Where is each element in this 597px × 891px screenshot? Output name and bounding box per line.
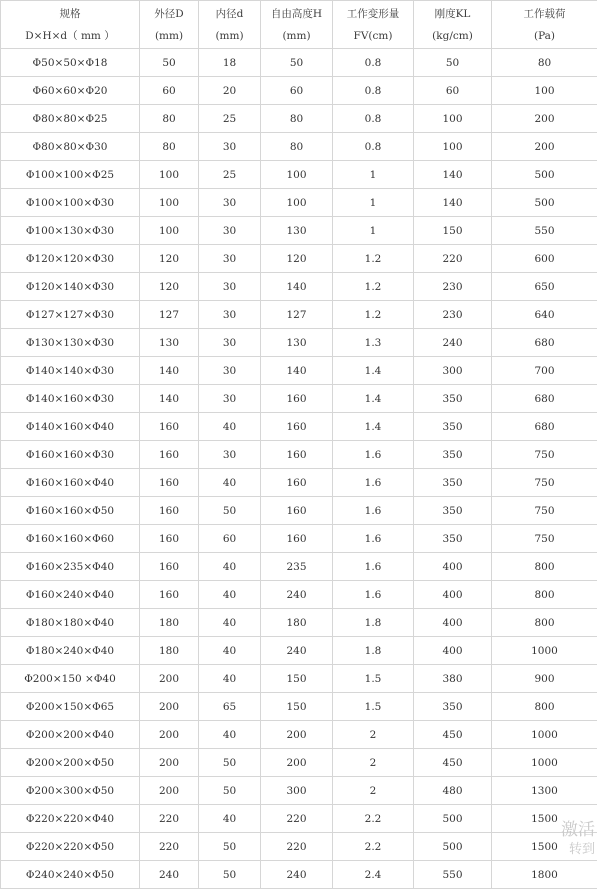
deformation-cell: 1.2 — [333, 245, 414, 273]
outer-diameter-cell: 180 — [140, 609, 199, 637]
outer-diameter-cell: 130 — [140, 329, 199, 357]
outer-diameter-cell: 100 — [140, 189, 199, 217]
outer-diameter-cell: 240 — [140, 861, 199, 889]
inner-diameter-cell: 40 — [199, 637, 261, 665]
outer-diameter-cell: 140 — [140, 357, 199, 385]
inner-diameter-cell: 40 — [199, 665, 261, 693]
table-row — [1, 693, 597, 721]
load-cell: 1000 — [492, 749, 597, 777]
stiffness-cell: 240 — [414, 329, 492, 357]
stiffness-cell: 480 — [414, 777, 492, 805]
table-row — [1, 385, 597, 413]
load-cell: 800 — [492, 581, 597, 609]
deformation-cell: 2 — [333, 749, 414, 777]
header-deformation: 工作变形量 FV(cm) — [333, 1, 414, 49]
table-row — [1, 525, 597, 553]
table-row — [1, 749, 597, 777]
header-outer-diameter: 外径D (mm) — [140, 1, 199, 49]
table-row — [1, 413, 597, 441]
spec-cell: Φ180×180×Φ40 — [1, 609, 140, 637]
table-row — [1, 133, 597, 161]
deformation-cell: 1.8 — [333, 609, 414, 637]
stiffness-cell: 450 — [414, 749, 492, 777]
spec-cell: Φ200×200×Φ50 — [1, 749, 140, 777]
inner-diameter-cell: 30 — [199, 329, 261, 357]
free-height-cell: 80 — [261, 133, 333, 161]
inner-diameter-cell: 40 — [199, 581, 261, 609]
outer-diameter-cell: 160 — [140, 413, 199, 441]
free-height-cell: 220 — [261, 833, 333, 861]
table-row — [1, 637, 597, 665]
load-cell: 800 — [492, 609, 597, 637]
load-cell: 1300 — [492, 777, 597, 805]
stiffness-cell: 500 — [414, 833, 492, 861]
free-height-cell: 50 — [261, 49, 333, 77]
load-cell: 750 — [492, 441, 597, 469]
free-height-cell: 160 — [261, 441, 333, 469]
header-free-height: 自由高度H (mm) — [261, 1, 333, 49]
table-row — [1, 665, 597, 693]
spec-cell: Φ160×235×Φ40 — [1, 553, 140, 581]
free-height-cell: 140 — [261, 273, 333, 301]
header-row — [1, 1, 597, 49]
inner-diameter-cell: 30 — [199, 441, 261, 469]
inner-diameter-cell: 25 — [199, 161, 261, 189]
free-height-cell: 160 — [261, 385, 333, 413]
inner-diameter-cell: 30 — [199, 273, 261, 301]
deformation-cell: 2.2 — [333, 833, 414, 861]
stiffness-cell: 350 — [414, 385, 492, 413]
deformation-cell: 1.5 — [333, 665, 414, 693]
stiffness-cell: 50 — [414, 49, 492, 77]
free-height-cell: 240 — [261, 581, 333, 609]
free-height-cell: 140 — [261, 357, 333, 385]
spec-cell: Φ140×140×Φ30 — [1, 357, 140, 385]
table-row — [1, 777, 597, 805]
load-cell: 100 — [492, 77, 597, 105]
load-cell: 800 — [492, 693, 597, 721]
spec-cell: Φ120×140×Φ30 — [1, 273, 140, 301]
spec-cell: Φ220×220×Φ40 — [1, 805, 140, 833]
inner-diameter-cell: 60 — [199, 525, 261, 553]
deformation-cell: 0.8 — [333, 133, 414, 161]
deformation-cell: 1 — [333, 189, 414, 217]
outer-diameter-cell: 200 — [140, 665, 199, 693]
free-height-cell: 300 — [261, 777, 333, 805]
stiffness-cell: 220 — [414, 245, 492, 273]
table-body — [1, 49, 597, 889]
stiffness-cell: 400 — [414, 553, 492, 581]
table-row — [1, 805, 597, 833]
table-row — [1, 469, 597, 497]
deformation-cell: 2.2 — [333, 805, 414, 833]
free-height-cell: 160 — [261, 469, 333, 497]
stiffness-cell: 400 — [414, 609, 492, 637]
free-height-cell: 160 — [261, 525, 333, 553]
table-row — [1, 357, 597, 385]
load-cell: 750 — [492, 525, 597, 553]
free-height-cell: 240 — [261, 637, 333, 665]
deformation-cell: 1.8 — [333, 637, 414, 665]
outer-diameter-cell: 180 — [140, 637, 199, 665]
deformation-cell: 1.2 — [333, 301, 414, 329]
table-row — [1, 441, 597, 469]
outer-diameter-cell: 200 — [140, 721, 199, 749]
load-cell: 500 — [492, 189, 597, 217]
free-height-cell: 240 — [261, 861, 333, 889]
inner-diameter-cell: 30 — [199, 133, 261, 161]
free-height-cell: 235 — [261, 553, 333, 581]
spec-cell: Φ200×150×Φ65 — [1, 693, 140, 721]
table-row — [1, 861, 597, 889]
stiffness-cell: 350 — [414, 693, 492, 721]
outer-diameter-cell: 160 — [140, 469, 199, 497]
spec-cell: Φ100×100×Φ25 — [1, 161, 140, 189]
load-cell: 200 — [492, 105, 597, 133]
inner-diameter-cell: 30 — [199, 357, 261, 385]
spec-cell: Φ200×300×Φ50 — [1, 777, 140, 805]
spec-cell: Φ120×120×Φ30 — [1, 245, 140, 273]
inner-diameter-cell: 40 — [199, 413, 261, 441]
load-cell: 680 — [492, 413, 597, 441]
free-height-cell: 200 — [261, 721, 333, 749]
table-row — [1, 273, 597, 301]
table-row — [1, 497, 597, 525]
table-row — [1, 553, 597, 581]
free-height-cell: 150 — [261, 693, 333, 721]
table-row — [1, 161, 597, 189]
spec-cell: Φ220×220×Φ50 — [1, 833, 140, 861]
stiffness-cell: 350 — [414, 413, 492, 441]
stiffness-cell: 350 — [414, 441, 492, 469]
outer-diameter-cell: 80 — [140, 105, 199, 133]
table-row — [1, 217, 597, 245]
inner-diameter-cell: 40 — [199, 609, 261, 637]
outer-diameter-cell: 100 — [140, 161, 199, 189]
table-row — [1, 77, 597, 105]
outer-diameter-cell: 220 — [140, 833, 199, 861]
spec-cell: Φ100×100×Φ30 — [1, 189, 140, 217]
header-stiffness: 刚度KL (kg/cm) — [414, 1, 492, 49]
outer-diameter-cell: 200 — [140, 777, 199, 805]
outer-diameter-cell: 200 — [140, 749, 199, 777]
stiffness-cell: 140 — [414, 189, 492, 217]
free-height-cell: 80 — [261, 105, 333, 133]
outer-diameter-cell: 127 — [140, 301, 199, 329]
spec-cell: Φ160×160×Φ60 — [1, 525, 140, 553]
spec-cell: Φ200×150 ×Φ40 — [1, 665, 140, 693]
inner-diameter-cell: 50 — [199, 749, 261, 777]
inner-diameter-cell: 40 — [199, 721, 261, 749]
spec-cell: Φ127×127×Φ30 — [1, 301, 140, 329]
header-inner-diameter: 内径d (mm) — [199, 1, 261, 49]
outer-diameter-cell: 80 — [140, 133, 199, 161]
outer-diameter-cell: 140 — [140, 385, 199, 413]
outer-diameter-cell: 100 — [140, 217, 199, 245]
watermark: 激活 转到 — [561, 820, 595, 857]
spec-cell: Φ80×80×Φ30 — [1, 133, 140, 161]
load-cell: 550 — [492, 217, 597, 245]
free-height-cell: 200 — [261, 749, 333, 777]
stiffness-cell: 300 — [414, 357, 492, 385]
stiffness-cell: 400 — [414, 637, 492, 665]
load-cell: 500 — [492, 161, 597, 189]
stiffness-cell: 230 — [414, 301, 492, 329]
stiffness-cell: 380 — [414, 665, 492, 693]
deformation-cell: 1.2 — [333, 273, 414, 301]
free-height-cell: 100 — [261, 189, 333, 217]
load-cell: 1000 — [492, 637, 597, 665]
inner-diameter-cell: 30 — [199, 189, 261, 217]
table-row — [1, 189, 597, 217]
deformation-cell: 1.6 — [333, 553, 414, 581]
header-spec: 规格 D×H×d（ mm ） — [1, 1, 140, 49]
deformation-cell: 1.6 — [333, 581, 414, 609]
deformation-cell: 1.5 — [333, 693, 414, 721]
free-height-cell: 220 — [261, 805, 333, 833]
outer-diameter-cell: 160 — [140, 581, 199, 609]
free-height-cell: 130 — [261, 217, 333, 245]
deformation-cell: 1 — [333, 161, 414, 189]
inner-diameter-cell: 30 — [199, 217, 261, 245]
table-row — [1, 721, 597, 749]
inner-diameter-cell: 50 — [199, 861, 261, 889]
deformation-cell: 1 — [333, 217, 414, 245]
load-cell: 1500 — [492, 833, 597, 861]
table-row — [1, 581, 597, 609]
header-load: 工作载荷 (Pa) — [492, 1, 597, 49]
stiffness-cell: 230 — [414, 273, 492, 301]
spec-cell: Φ100×130×Φ30 — [1, 217, 140, 245]
deformation-cell: 1.3 — [333, 329, 414, 357]
free-height-cell: 160 — [261, 413, 333, 441]
load-cell: 1800 — [492, 861, 597, 889]
free-height-cell: 130 — [261, 329, 333, 357]
stiffness-cell: 450 — [414, 721, 492, 749]
deformation-cell: 1.6 — [333, 441, 414, 469]
load-cell: 1500 — [492, 805, 597, 833]
load-cell: 680 — [492, 329, 597, 357]
spec-cell: Φ50×50×Φ18 — [1, 49, 140, 77]
table-row — [1, 105, 597, 133]
deformation-cell: 1.4 — [333, 385, 414, 413]
spec-cell: Φ60×60×Φ20 — [1, 77, 140, 105]
table-row — [1, 301, 597, 329]
load-cell: 700 — [492, 357, 597, 385]
deformation-cell: 0.8 — [333, 77, 414, 105]
stiffness-cell: 100 — [414, 105, 492, 133]
spec-cell: Φ200×200×Φ40 — [1, 721, 140, 749]
stiffness-cell: 100 — [414, 133, 492, 161]
inner-diameter-cell: 30 — [199, 245, 261, 273]
free-height-cell: 180 — [261, 609, 333, 637]
free-height-cell: 150 — [261, 665, 333, 693]
deformation-cell: 0.8 — [333, 105, 414, 133]
load-cell: 640 — [492, 301, 597, 329]
spec-cell: Φ140×160×Φ40 — [1, 413, 140, 441]
outer-diameter-cell: 220 — [140, 805, 199, 833]
free-height-cell: 100 — [261, 161, 333, 189]
spec-cell: Φ160×240×Φ40 — [1, 581, 140, 609]
inner-diameter-cell: 20 — [199, 77, 261, 105]
spec-cell: Φ160×160×Φ40 — [1, 469, 140, 497]
deformation-cell: 1.4 — [333, 357, 414, 385]
load-cell: 750 — [492, 469, 597, 497]
stiffness-cell: 400 — [414, 581, 492, 609]
stiffness-cell: 350 — [414, 497, 492, 525]
load-cell: 900 — [492, 665, 597, 693]
outer-diameter-cell: 120 — [140, 245, 199, 273]
deformation-cell: 2.4 — [333, 861, 414, 889]
outer-diameter-cell: 60 — [140, 77, 199, 105]
deformation-cell: 2 — [333, 721, 414, 749]
outer-diameter-cell: 160 — [140, 441, 199, 469]
table-row — [1, 329, 597, 357]
load-cell: 750 — [492, 497, 597, 525]
free-height-cell: 120 — [261, 245, 333, 273]
inner-diameter-cell: 50 — [199, 833, 261, 861]
inner-diameter-cell: 40 — [199, 805, 261, 833]
stiffness-cell: 500 — [414, 805, 492, 833]
deformation-cell: 1.6 — [333, 497, 414, 525]
outer-diameter-cell: 160 — [140, 497, 199, 525]
table-row — [1, 49, 597, 77]
spec-cell: Φ130×130×Φ30 — [1, 329, 140, 357]
spec-cell: Φ240×240×Φ50 — [1, 861, 140, 889]
load-cell: 1000 — [492, 721, 597, 749]
outer-diameter-cell: 160 — [140, 525, 199, 553]
load-cell: 650 — [492, 273, 597, 301]
stiffness-cell: 140 — [414, 161, 492, 189]
deformation-cell: 1.4 — [333, 413, 414, 441]
spec-cell: Φ180×240×Φ40 — [1, 637, 140, 665]
inner-diameter-cell: 40 — [199, 553, 261, 581]
deformation-cell: 0.8 — [333, 49, 414, 77]
inner-diameter-cell: 30 — [199, 385, 261, 413]
free-height-cell: 127 — [261, 301, 333, 329]
load-cell: 800 — [492, 553, 597, 581]
outer-diameter-cell: 120 — [140, 273, 199, 301]
deformation-cell: 1.6 — [333, 469, 414, 497]
deformation-cell: 1.6 — [333, 525, 414, 553]
inner-diameter-cell: 50 — [199, 777, 261, 805]
table-row — [1, 833, 597, 861]
load-cell: 600 — [492, 245, 597, 273]
stiffness-cell: 150 — [414, 217, 492, 245]
spec-cell: Φ160×160×Φ50 — [1, 497, 140, 525]
table-row — [1, 609, 597, 637]
spec-cell: Φ80×80×Φ25 — [1, 105, 140, 133]
outer-diameter-cell: 200 — [140, 693, 199, 721]
outer-diameter-cell: 50 — [140, 49, 199, 77]
load-cell: 200 — [492, 133, 597, 161]
stiffness-cell: 350 — [414, 469, 492, 497]
inner-diameter-cell: 30 — [199, 301, 261, 329]
stiffness-cell: 60 — [414, 77, 492, 105]
outer-diameter-cell: 160 — [140, 553, 199, 581]
free-height-cell: 60 — [261, 77, 333, 105]
deformation-cell: 2 — [333, 777, 414, 805]
spec-cell: Φ160×160×Φ30 — [1, 441, 140, 469]
load-cell: 680 — [492, 385, 597, 413]
load-cell: 80 — [492, 49, 597, 77]
inner-diameter-cell: 25 — [199, 105, 261, 133]
table-row — [1, 245, 597, 273]
inner-diameter-cell: 40 — [199, 469, 261, 497]
inner-diameter-cell: 18 — [199, 49, 261, 77]
free-height-cell: 160 — [261, 497, 333, 525]
stiffness-cell: 350 — [414, 525, 492, 553]
stiffness-cell: 550 — [414, 861, 492, 889]
spec-cell: Φ140×160×Φ30 — [1, 385, 140, 413]
inner-diameter-cell: 50 — [199, 497, 261, 525]
inner-diameter-cell: 65 — [199, 693, 261, 721]
